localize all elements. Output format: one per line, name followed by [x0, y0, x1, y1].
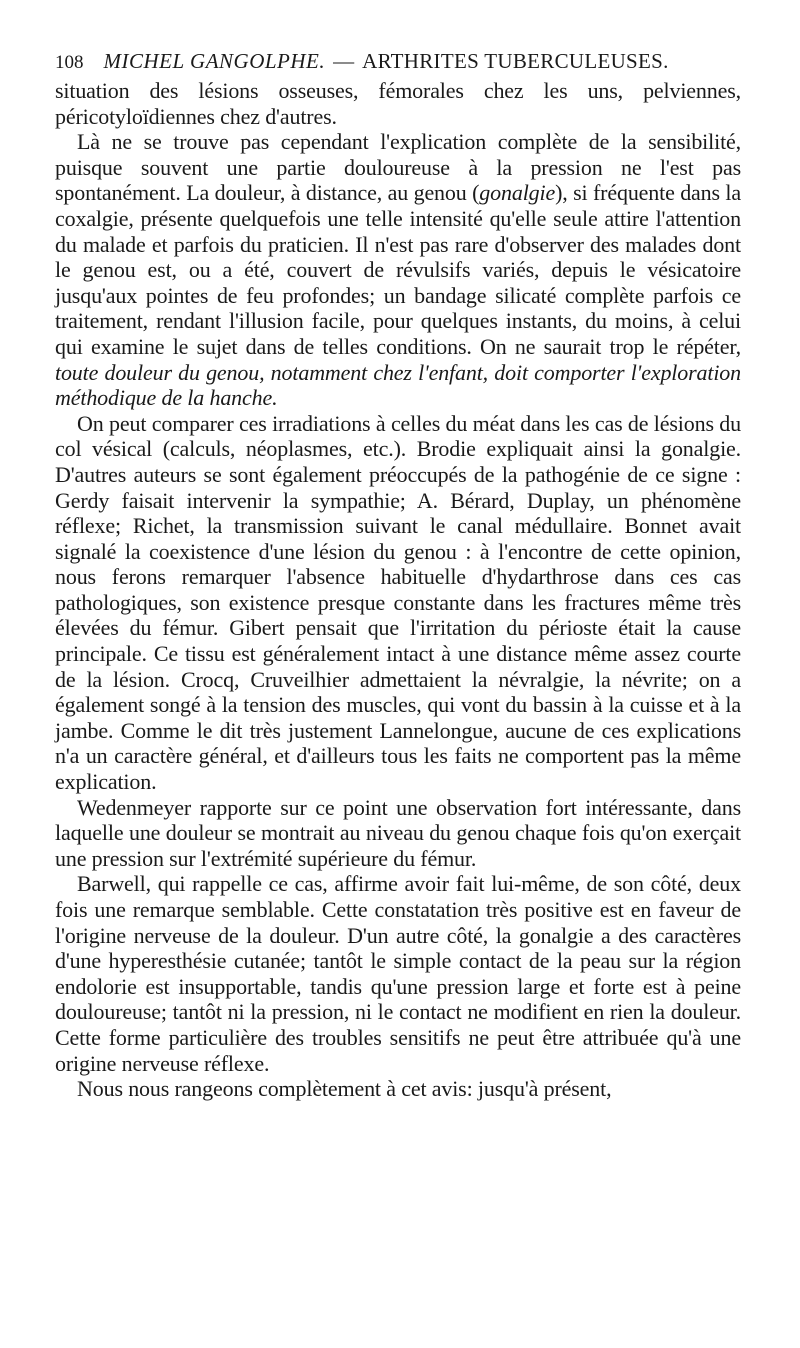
text-segment: Wedenmeyer rapporte sur ce point une observation fort intéressante, dans laquelle une douleur se montrait au niveau du genou chaque fois qu'on exerçait une pression sur l'extrémité supérieure du fémur. — [55, 794, 741, 871]
paragraph — [55, 411, 741, 795]
text-segment: On peut comparer ces irradiations à celles du méat dans les cas de lésions du col vésical (calculs, néoplasmes, etc.). Brodie expliquait ainsi la gonalgie. D'autres auteurs se sont également préoccupés de la pathogénie de ce signe : Gerdy faisait intervenir la sympathie; A. Bérard, Duplay, un phénomène réflexe; Richet, la transmission suivant le canal médullaire. Bonnet avait signalé la coexistence d'une lésion du genou : à l'encontre de cette opinion, nous ferons remarquer l'absence habituelle d'hydarthrose dans ces cas pathologiques, son existence presque constante dans les fractures même très élevées du fémur. Gibert pensait que l'irritation du périoste était la cause principale. Ce tissu est généralement intact à une distance même assez courte de la lésion. Crocq, Cruveilhier admettaient la névralgie, la névrite; on a également songé à la tension des muscles, qui vont du bassin à la cuisse et à la jambe. Comme le dit très justement Lannelongue, aucune de ces explications n'a un caractère général, et d'ailleurs tous les faits ne comportent pas la même explication. — [55, 410, 741, 795]
text-segment: Là ne se trouve pas cependant l'explication complète de la sensibilité, puisque souvent une partie douloureuse à la pression ne l'est pas spontanément. La douleur, à distance, au genou ( — [55, 129, 741, 206]
running-header — [55, 48, 741, 78]
paragraph — [55, 795, 741, 872]
paragraph — [55, 129, 741, 411]
text-segment: situation des lésions osseuses, fémorales chez les uns, pelviennes, péricotyloïdiennes chez d'autres. — [55, 78, 741, 129]
page-number: 108 — [55, 52, 84, 73]
header-title: ARTHRITES TUBERCULEUSES. — [362, 49, 669, 73]
body-text — [55, 78, 741, 1102]
italic-text: gonalgie — [479, 180, 556, 206]
book-page — [55, 48, 741, 1102]
text-segment: Barwell, qui rappelle ce cas, affirme avoir fait lui-même, de son côté, deux fois une remarque semblable. Cette constatation très positive est en faveur de l'origine nerveuse de la douleur. D'un autre côté, la gonalgie a des caractères d'une hyperesthésie cutanée; tantôt le simple contact de la peau sur la région endolorie est insupportable, tandis qu'une pression large et forte est à peine douloureuse; tantôt ni la pression, ni le contact ne modifient en rien la douleur. Cette forme particulière des troubles sensitifs ne peut être attribuée qu'à une origine nerveuse réflexe. — [55, 871, 741, 1076]
text-segment: Nous nous rangeons complètement à cet avis: jusqu'à présent, — [77, 1076, 612, 1102]
paragraph — [55, 871, 741, 1076]
header-author: MICHEL GANGOLPHE. — [103, 49, 326, 73]
text-segment: ), si fréquente dans la coxalgie, présente quelquefois une telle intensité qu'elle seule attire l'attention du malade et parfois du praticien. Il n'est pas rare d'observer des malades dont le genou est, ou a été, couvert de révulsifs variés, depuis le vésicatoire jusqu'aux pointes de feu profondes; un bandage silicaté complète parfois ce traitement, rendant l'illusion facile, pour quelques instants, du moins, à celui qui examine le sujet dans de telles conditions. On ne saurait trop le répéter, — [55, 180, 742, 359]
paragraph — [55, 78, 741, 129]
paragraph — [55, 1076, 741, 1102]
italic-text: toute douleur du genou, notamment chez l'enfant, doit comporter l'exploration méthodique de la hanche. — [55, 359, 741, 411]
header-separator: — — [333, 49, 355, 73]
